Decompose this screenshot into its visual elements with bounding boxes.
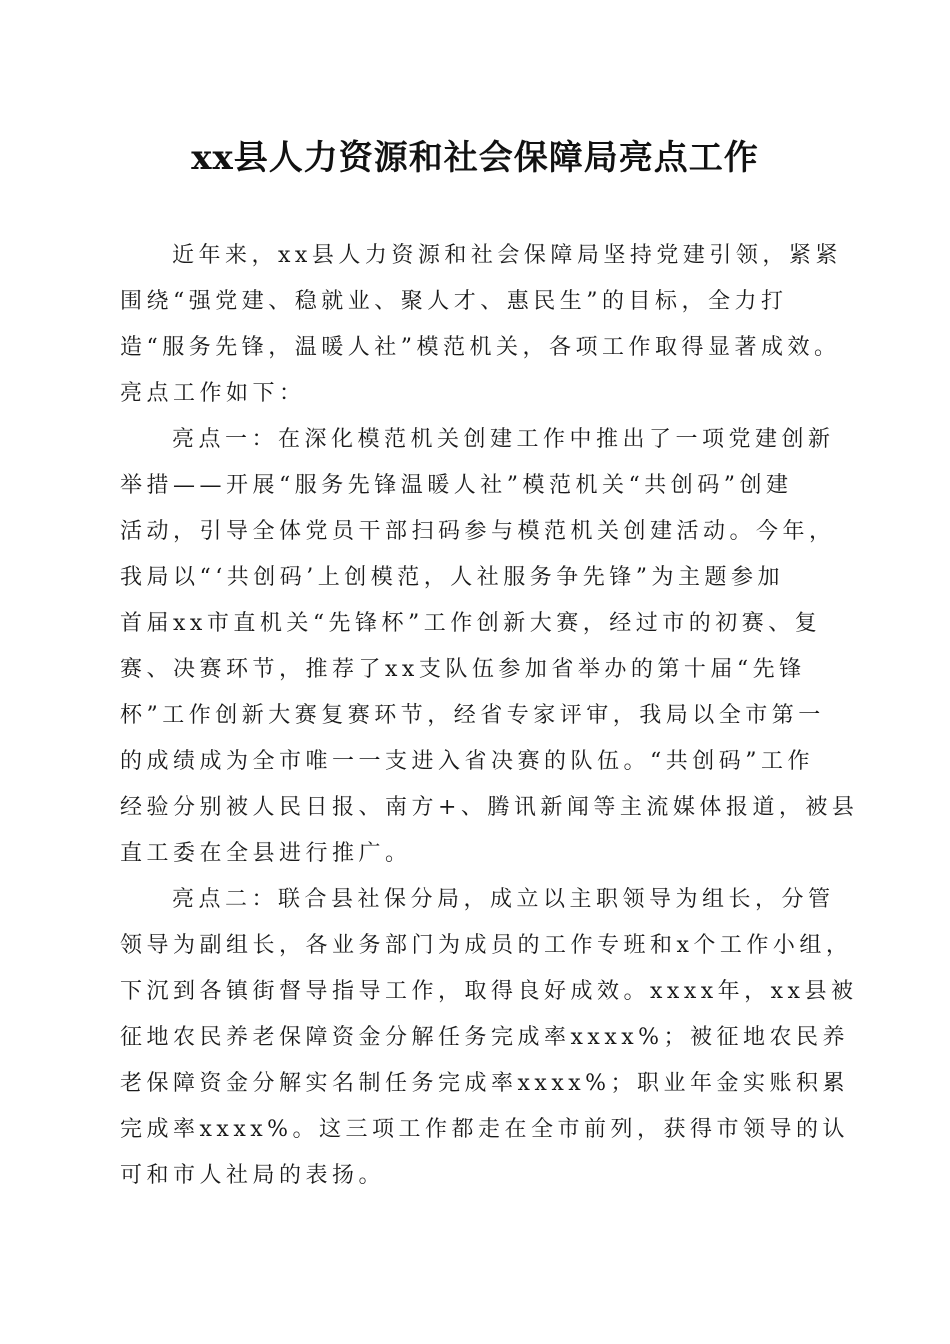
paragraph-2-line-5: 首届xx市直机关“先锋杯”工作创新大赛，经过市的初赛、复 [120, 611, 822, 636]
paragraph-1-line-1: 近年来，xx县人力资源和社会保障局坚持党建引领，紧紧 [172, 243, 842, 268]
paragraph-3-line-4: 征地农民养老保障资金分解任务完成率xxxx%；被征地农民养 [120, 1025, 850, 1050]
paragraph-3-line-3: 下沉到各镇街督导指导工作，取得良好成效。xxxx年，xx县被 [120, 979, 858, 1004]
document-body [120, 233, 859, 1199]
paragraph-2-line-3: 活动，引导全体党员干部扫码参与模范机关创建活动。今年， [120, 519, 836, 544]
document-title: xx县人力资源和社会保障局亮点工作 [191, 138, 759, 178]
paragraph-2-line-7: 杯”工作创新大赛复赛环节，经省专家评审，我局以全市第一 [120, 703, 825, 728]
paragraph-1-line-4: 亮点工作如下： [120, 381, 306, 406]
paragraph-2-line-9: 经验分别被人民日报、南方+、腾讯新闻等主流媒体报道，被县 [120, 795, 859, 820]
paragraph-2-line-4: 我局以“‘共创码’上创模范，人社服务争先锋”为主题参加 [120, 565, 784, 590]
paragraph-3-line-2: 领导为副组长，各业务部门为成员的工作专班和x个工作小组， [120, 933, 853, 958]
paragraph-3-line-6: 完成率xxxx%。这三项工作都走在全市前列，获得市领导的认 [120, 1117, 850, 1142]
paragraph-1-line-3: 造“服务先锋，温暖人社”模范机关，各项工作取得显著成效。 [120, 335, 841, 360]
paragraph-2-line-2: 举措——开展“服务先锋温暖人社”模范机关“共创码”创建 [120, 473, 793, 498]
paragraph-2-line-1: 亮点一：在深化模范机关创建工作中推出了一项党建创新 [172, 427, 835, 452]
paragraph-2-line-8: 的成绩成为全市唯一一支进入省决赛的队伍。“共创码”工作 [120, 749, 814, 774]
paragraph-1-line-2: 围绕“强党建、稳就业、聚人才、惠民生”的目标，全力打 [120, 289, 788, 314]
paragraph-2-line-6: 赛、决赛环节，推荐了xx支队伍参加省举办的第十届“先锋 [120, 657, 806, 682]
paragraph-3-line-7: 可和市人社局的表扬。 [120, 1163, 386, 1188]
paragraph-3-line-5: 老保障资金分解实名制任务完成率xxxx%；职业年金实账积累 [120, 1071, 850, 1096]
paragraph-3-line-1: 亮点二：联合县社保分局，成立以主职领导为组长，分管 [172, 887, 835, 912]
paragraph-2-line-10: 直工委在全县进行推广。 [120, 841, 412, 866]
